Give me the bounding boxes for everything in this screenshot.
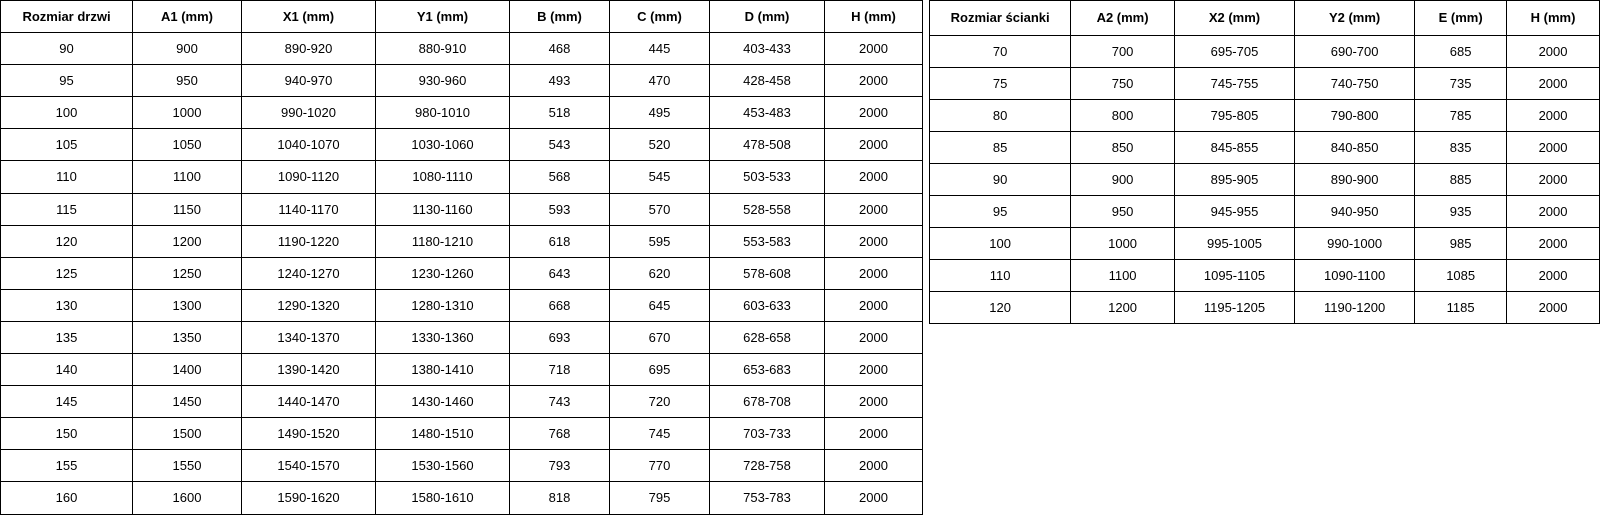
- door-cell: 1340-1370: [242, 321, 376, 353]
- door-column-header: D (mm): [710, 1, 825, 33]
- door-cell: 145: [1, 386, 133, 418]
- door-cell: 618: [510, 225, 610, 257]
- table-row: [930, 228, 1600, 260]
- table-row: [1, 418, 923, 450]
- door-cell: 668: [510, 289, 610, 321]
- door-cell: 1380-1410: [376, 354, 510, 386]
- door-cell: 1250: [133, 257, 242, 289]
- door-cell: 678-708: [710, 386, 825, 418]
- wall-cell: 110: [930, 260, 1071, 292]
- door-cell: 1140-1170: [242, 193, 376, 225]
- door-cell: 130: [1, 289, 133, 321]
- door-cell: 1190-1220: [242, 225, 376, 257]
- door-cell: 2000: [825, 225, 923, 257]
- table-row: [1, 33, 923, 65]
- door-cell: 768: [510, 418, 610, 450]
- door-cell: 2000: [825, 257, 923, 289]
- door-cell: 1150: [133, 193, 242, 225]
- wall-table-body: [930, 36, 1600, 324]
- wall-cell: 940-950: [1295, 196, 1415, 228]
- table-row: [1, 65, 923, 97]
- door-cell: 468: [510, 33, 610, 65]
- door-cell: 553-583: [710, 225, 825, 257]
- door-cell: 1490-1520: [242, 418, 376, 450]
- door-cell: 140: [1, 354, 133, 386]
- door-column-header: A1 (mm): [133, 1, 242, 33]
- door-cell: 1530-1560: [376, 450, 510, 482]
- door-cell: 1440-1470: [242, 386, 376, 418]
- wall-size-table: [929, 0, 1600, 324]
- door-cell: 428-458: [710, 65, 825, 97]
- door-cell: 1390-1420: [242, 354, 376, 386]
- wall-cell: 990-1000: [1295, 228, 1415, 260]
- door-cell: 570: [610, 193, 710, 225]
- table-row: [1, 193, 923, 225]
- door-cell: 520: [610, 129, 710, 161]
- door-cell: 2000: [825, 386, 923, 418]
- table-row: [930, 196, 1600, 228]
- wall-cell: 740-750: [1295, 68, 1415, 100]
- door-cell: 115: [1, 193, 133, 225]
- wall-column-header: Y2 (mm): [1295, 1, 1415, 36]
- table-row: [1, 321, 923, 353]
- wall-cell: 2000: [1507, 292, 1600, 324]
- door-cell: 1290-1320: [242, 289, 376, 321]
- door-cell: 545: [610, 161, 710, 193]
- door-cell: 528-558: [710, 193, 825, 225]
- door-cell: 2000: [825, 193, 923, 225]
- door-cell: 1280-1310: [376, 289, 510, 321]
- door-cell: 453-483: [710, 97, 825, 129]
- door-cell: 1180-1210: [376, 225, 510, 257]
- door-cell: 2000: [825, 321, 923, 353]
- door-cell: 1000: [133, 97, 242, 129]
- wall-cell: 1190-1200: [1295, 292, 1415, 324]
- table-header-row: [930, 1, 1600, 36]
- door-cell: 703-733: [710, 418, 825, 450]
- wall-cell: 995-1005: [1174, 228, 1294, 260]
- wall-cell: 100: [930, 228, 1071, 260]
- door-cell: 1240-1270: [242, 257, 376, 289]
- door-cell: 1200: [133, 225, 242, 257]
- wall-cell: 95: [930, 196, 1071, 228]
- door-cell: 1040-1070: [242, 129, 376, 161]
- door-cell: 1090-1120: [242, 161, 376, 193]
- door-cell: 105: [1, 129, 133, 161]
- door-cell: 1030-1060: [376, 129, 510, 161]
- table-row: [1, 129, 923, 161]
- door-cell: 693: [510, 321, 610, 353]
- wall-column-header: X2 (mm): [1174, 1, 1294, 36]
- door-cell: 403-433: [710, 33, 825, 65]
- wall-cell: 685: [1415, 36, 1507, 68]
- door-cell: 578-608: [710, 257, 825, 289]
- door-cell: 695: [610, 354, 710, 386]
- wall-cell: 1185: [1415, 292, 1507, 324]
- door-cell: 1050: [133, 129, 242, 161]
- door-cell: 1080-1110: [376, 161, 510, 193]
- door-cell: 1540-1570: [242, 450, 376, 482]
- door-cell: 503-533: [710, 161, 825, 193]
- door-cell: 1130-1160: [376, 193, 510, 225]
- wall-cell: 1100: [1071, 260, 1175, 292]
- door-cell: 120: [1, 225, 133, 257]
- door-cell: 670: [610, 321, 710, 353]
- door-cell: 950: [133, 65, 242, 97]
- wall-cell: 2000: [1507, 36, 1600, 68]
- wall-table-header: [930, 1, 1600, 36]
- wall-cell: 945-955: [1174, 196, 1294, 228]
- wall-cell: 785: [1415, 100, 1507, 132]
- table-row: [930, 100, 1600, 132]
- door-cell: 1580-1610: [376, 482, 510, 514]
- door-cell: 645: [610, 289, 710, 321]
- door-cell: 568: [510, 161, 610, 193]
- wall-cell: 1195-1205: [1174, 292, 1294, 324]
- door-table-header: [1, 1, 923, 33]
- wall-cell: 85: [930, 132, 1071, 164]
- door-column-header: B (mm): [510, 1, 610, 33]
- wall-cell: 75: [930, 68, 1071, 100]
- wall-cell: 890-900: [1295, 164, 1415, 196]
- door-cell: 1480-1510: [376, 418, 510, 450]
- wall-cell: 2000: [1507, 100, 1600, 132]
- door-cell: 160: [1, 482, 133, 514]
- door-cell: 2000: [825, 161, 923, 193]
- wall-cell: 790-800: [1295, 100, 1415, 132]
- door-cell: 1230-1260: [376, 257, 510, 289]
- door-cell: 1550: [133, 450, 242, 482]
- wall-cell: 2000: [1507, 164, 1600, 196]
- wall-column-header: E (mm): [1415, 1, 1507, 36]
- door-column-header: Rozmiar drzwi: [1, 1, 133, 33]
- wall-cell: 735: [1415, 68, 1507, 100]
- door-cell: 470: [610, 65, 710, 97]
- table-row: [1, 97, 923, 129]
- wall-size-table-block: [929, 0, 1600, 324]
- door-cell: 593: [510, 193, 610, 225]
- wall-cell: 800: [1071, 100, 1175, 132]
- wall-cell: 1085: [1415, 260, 1507, 292]
- door-cell: 495: [610, 97, 710, 129]
- door-cell: 2000: [825, 65, 923, 97]
- door-cell: 2000: [825, 418, 923, 450]
- wall-cell: 2000: [1507, 228, 1600, 260]
- wall-cell: 835: [1415, 132, 1507, 164]
- door-cell: 930-960: [376, 65, 510, 97]
- wall-cell: 2000: [1507, 68, 1600, 100]
- wall-column-header: Rozmiar ścianki: [930, 1, 1071, 36]
- wall-cell: 1000: [1071, 228, 1175, 260]
- door-cell: 900: [133, 33, 242, 65]
- door-cell: 1430-1460: [376, 386, 510, 418]
- wall-cell: 850: [1071, 132, 1175, 164]
- wall-cell: 80: [930, 100, 1071, 132]
- table-row: [1, 482, 923, 514]
- door-cell: 2000: [825, 97, 923, 129]
- door-cell: 518: [510, 97, 610, 129]
- wall-cell: 950: [1071, 196, 1175, 228]
- wall-cell: 895-905: [1174, 164, 1294, 196]
- door-cell: 543: [510, 129, 610, 161]
- door-column-header: C (mm): [610, 1, 710, 33]
- table-row: [1, 354, 923, 386]
- wall-column-header: H (mm): [1507, 1, 1600, 36]
- door-cell: 880-910: [376, 33, 510, 65]
- door-cell: 100: [1, 97, 133, 129]
- door-cell: 493: [510, 65, 610, 97]
- door-cell: 728-758: [710, 450, 825, 482]
- wall-cell: 795-805: [1174, 100, 1294, 132]
- door-cell: 795: [610, 482, 710, 514]
- door-cell: 940-970: [242, 65, 376, 97]
- table-row: [930, 68, 1600, 100]
- door-cell: 1450: [133, 386, 242, 418]
- table-row: [930, 132, 1600, 164]
- door-cell: 125: [1, 257, 133, 289]
- wall-cell: 2000: [1507, 132, 1600, 164]
- door-cell: 150: [1, 418, 133, 450]
- door-cell: 135: [1, 321, 133, 353]
- table-row: [930, 164, 1600, 196]
- door-cell: 2000: [825, 450, 923, 482]
- wall-cell: 750: [1071, 68, 1175, 100]
- door-cell: 95: [1, 65, 133, 97]
- door-cell: 1400: [133, 354, 242, 386]
- table-row: [1, 257, 923, 289]
- wall-column-header: A2 (mm): [1071, 1, 1175, 36]
- door-cell: 620: [610, 257, 710, 289]
- table-row: [1, 161, 923, 193]
- wall-cell: 690-700: [1295, 36, 1415, 68]
- door-table-body: [1, 33, 923, 514]
- wall-cell: 885: [1415, 164, 1507, 196]
- table-row: [1, 225, 923, 257]
- table-row: [1, 386, 923, 418]
- wall-cell: 70: [930, 36, 1071, 68]
- door-cell: 595: [610, 225, 710, 257]
- door-column-header: X1 (mm): [242, 1, 376, 33]
- door-cell: 1600: [133, 482, 242, 514]
- door-cell: 445: [610, 33, 710, 65]
- door-cell: 603-633: [710, 289, 825, 321]
- door-cell: 770: [610, 450, 710, 482]
- wall-cell: 1095-1105: [1174, 260, 1294, 292]
- wall-cell: 1090-1100: [1295, 260, 1415, 292]
- door-cell: 2000: [825, 482, 923, 514]
- door-cell: 753-783: [710, 482, 825, 514]
- door-cell: 478-508: [710, 129, 825, 161]
- door-cell: 2000: [825, 129, 923, 161]
- door-cell: 1300: [133, 289, 242, 321]
- door-cell: 890-920: [242, 33, 376, 65]
- door-cell: 718: [510, 354, 610, 386]
- wall-cell: 935: [1415, 196, 1507, 228]
- door-cell: 990-1020: [242, 97, 376, 129]
- table-header-row: [1, 1, 923, 33]
- door-cell: 745: [610, 418, 710, 450]
- door-column-header: Y1 (mm): [376, 1, 510, 33]
- table-row: [1, 450, 923, 482]
- door-cell: 720: [610, 386, 710, 418]
- wall-cell: 745-755: [1174, 68, 1294, 100]
- door-cell: 110: [1, 161, 133, 193]
- table-row: [1, 289, 923, 321]
- wall-cell: 700: [1071, 36, 1175, 68]
- door-cell: 653-683: [710, 354, 825, 386]
- door-cell: 2000: [825, 289, 923, 321]
- wall-cell: 120: [930, 292, 1071, 324]
- door-cell: 980-1010: [376, 97, 510, 129]
- wall-cell: 2000: [1507, 260, 1600, 292]
- door-cell: 643: [510, 257, 610, 289]
- door-cell: 2000: [825, 33, 923, 65]
- table-row: [930, 292, 1600, 324]
- door-cell: 628-658: [710, 321, 825, 353]
- door-cell: 793: [510, 450, 610, 482]
- table-row: [930, 260, 1600, 292]
- door-cell: 1500: [133, 418, 242, 450]
- door-cell: 1330-1360: [376, 321, 510, 353]
- door-cell: 1590-1620: [242, 482, 376, 514]
- door-cell: 2000: [825, 354, 923, 386]
- wall-cell: 1200: [1071, 292, 1175, 324]
- wall-cell: 900: [1071, 164, 1175, 196]
- door-cell: 818: [510, 482, 610, 514]
- wall-cell: 2000: [1507, 196, 1600, 228]
- door-cell: 155: [1, 450, 133, 482]
- wall-cell: 90: [930, 164, 1071, 196]
- door-cell: 1350: [133, 321, 242, 353]
- wall-cell: 840-850: [1295, 132, 1415, 164]
- door-cell: 743: [510, 386, 610, 418]
- door-cell: 90: [1, 33, 133, 65]
- door-cell: 1100: [133, 161, 242, 193]
- wall-cell: 845-855: [1174, 132, 1294, 164]
- table-row: [930, 36, 1600, 68]
- wall-cell: 695-705: [1174, 36, 1294, 68]
- door-column-header: H (mm): [825, 1, 923, 33]
- wall-cell: 985: [1415, 228, 1507, 260]
